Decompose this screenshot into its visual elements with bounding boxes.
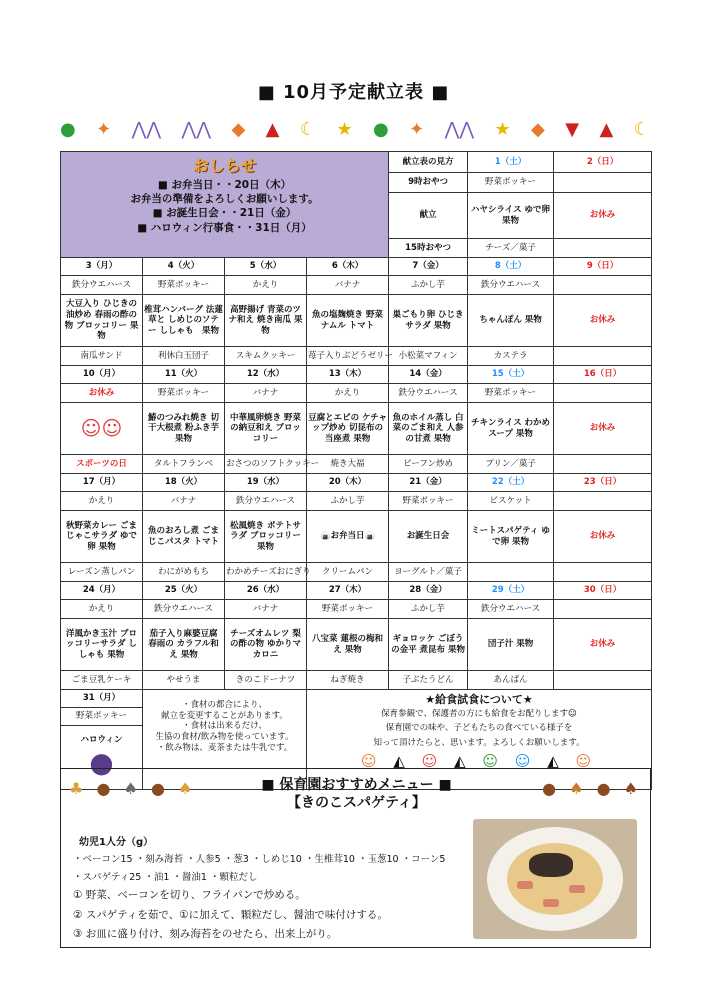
date-header: 31（月） [61, 690, 143, 708]
lunch-cell: 松風焼き ポテトサラダ ブロッコリー 果物 [225, 511, 307, 563]
legend-snack9: 9時おやつ [389, 173, 468, 193]
lunch-cell: お休み [554, 403, 652, 455]
snack-cell: バナナ [143, 492, 225, 511]
date-header: 15（土） [468, 366, 554, 384]
snack-cell [554, 384, 652, 403]
date-header: 8（土） [468, 258, 554, 276]
snack-cell [554, 492, 652, 511]
calendar-row [61, 582, 652, 600]
lunch-cell: ハヤシライス ゆで卵 果物 [468, 193, 554, 239]
snack-cell: ビーフン炒め [389, 455, 468, 474]
recipe-ingredients-1: ・ベーコン15 ・刻み海苔 ・人参5 ・葱3 ・しめじ10 ・生椎茸10 ・玉葱10 ・コーン5 [73, 854, 446, 865]
lunch-cell: 魚のおろし煮 ごまじこパスタ トマト [143, 511, 225, 563]
lunch-cell: 秋野菜カレー ごまじゃこサラダ ゆで卵 果物 [61, 511, 143, 563]
page-title: ■ 10月予定献立表 ■ [257, 82, 450, 103]
lunch-cell: 巣ごもり卵 ひじきサラダ 果物 [389, 295, 468, 347]
lunch-cell: 豆腐とエビの ケチャップ炒め 切昆布の当座煮 果物 [307, 403, 389, 455]
lunch-cell: お休み [554, 295, 652, 347]
lunch-cell: お誕生日会 [389, 511, 468, 563]
snack-cell: やせうま [143, 671, 225, 690]
snack-cell: バナナ [225, 600, 307, 619]
snack-cell: バナナ [307, 276, 389, 295]
trial-line: 知って頂けたらと、思います。よろしくお願いします。 [373, 737, 585, 748]
mushroom-icon: ● [596, 779, 615, 798]
snack-cell: 鉄分ウエハース [468, 600, 554, 619]
bat-icon: ⋀⋀ [131, 119, 162, 140]
menu-calendar [60, 151, 652, 790]
footnote-line: ・飲み物は、麦茶または牛乳です。 [156, 742, 293, 753]
calendar-row [61, 258, 652, 276]
date-header: 18（火） [143, 474, 225, 492]
snack-cell: 利休白玉団子 [143, 347, 225, 366]
mushroom-icon: ● [96, 779, 115, 798]
snack-cell: ふかし芋 [389, 276, 468, 295]
bat-icon: ⋀⋀ [444, 119, 475, 140]
snack-cell: ねぎ焼き [307, 671, 389, 690]
lunch-cell: 高野揚げ 青菜のツナ和え 焼き南瓜 果物 [225, 295, 307, 347]
child-icon: ☺ [421, 752, 444, 771]
snack-cell: チーズ／菓子 [468, 239, 554, 258]
date-header: 25（火） [143, 582, 225, 600]
snack-cell: カステラ [468, 347, 554, 366]
snack-cell: ふかし芋 [389, 600, 468, 619]
footnote-line: 献立を変更することがあります。 [161, 710, 288, 721]
legend-title: 献立表の見方 [389, 152, 468, 173]
mushroom-icon: ♠ [569, 779, 588, 798]
date-header: 4（火） [143, 258, 225, 276]
date-header: 29（土） [468, 582, 554, 600]
recipe-subtitle: 【きのこスパゲティ】 [287, 794, 426, 811]
notice-line: ■ お弁当日・・20日（木） [157, 179, 292, 191]
snack-cell: 野菜ボッキー [307, 600, 389, 619]
lunch-cell: 中華風卵焼き 野菜の納豆和え ブロッコリー [225, 403, 307, 455]
lunch-cell: 魚の塩麹焼き 野菜ナムル トマト [307, 295, 389, 347]
date-header: 21（金） [389, 474, 468, 492]
snack-cell: タルトフランベ [143, 455, 225, 474]
cat-icon: ◆ [531, 119, 545, 140]
snack-cell [554, 455, 652, 474]
lunch-cell: 茄子入り麻婆豆腐 春雨の カラフル和え 果物 [143, 619, 225, 671]
trial-line: 保育園での味や、子どもたちの食べている様子を [385, 723, 573, 734]
candy-icon: ✦ [96, 119, 112, 140]
recipe-text [73, 851, 473, 944]
snack-cell: 野菜ボッキー [143, 384, 225, 403]
snack-cell: かえり [61, 600, 143, 619]
snack-cell: 野菜ボッキー [468, 173, 554, 193]
snack-cell: スキムクッキー [225, 347, 307, 366]
pumpkin-icon: ● [372, 119, 389, 140]
notice-line: ■ お誕生日会・・21日（金） [152, 207, 297, 220]
date-header: 26（水） [225, 582, 307, 600]
footnote-line: 生協の食材/飲み物を使っています。 [155, 731, 294, 742]
calendar-row [61, 671, 652, 690]
date-header: 20（木） [307, 474, 389, 492]
calendar-row [61, 384, 652, 403]
notice-line: お弁当の準備をよろしくお願いします。 [130, 193, 319, 206]
recipe-portion: 幼児1人分（g） [79, 837, 154, 848]
snack-cell: 野菜ボッキー [143, 276, 225, 295]
snack-cell [468, 563, 554, 582]
moon-icon: ☾ [299, 119, 317, 140]
date-header: 11（火） [143, 366, 225, 384]
snack-cell: 野菜ボッキー [389, 492, 468, 511]
date-header: 30（日） [554, 582, 652, 600]
legend-snack15: 15時おやつ [389, 239, 468, 258]
date-header: 27（木） [307, 582, 389, 600]
date-header: 7（金） [389, 258, 468, 276]
date-header: 10（月） [61, 366, 143, 384]
mushroom-icon: ● [150, 779, 169, 798]
date-header: 14（金） [389, 366, 468, 384]
lunch-cell: お休み [554, 193, 652, 239]
black-cat-icon: ● [89, 746, 114, 780]
notice-line: ■ ハロウィン行事食・・31日（月） [137, 221, 312, 234]
lunch-cell: 洋風かき玉汁 ブロッコリーサラダ ししゃも 果物 [61, 619, 143, 671]
snack-cell [554, 671, 652, 690]
mushroom-icon: ♠ [178, 779, 197, 798]
snack-cell: 鉄分ウエハース [61, 276, 143, 295]
date-header: 24（月） [61, 582, 143, 600]
date-header: 2（日） [554, 152, 652, 173]
children-icon: ☺☺ [80, 416, 123, 440]
star-icon: ★ [336, 119, 353, 140]
calendar-row [61, 511, 652, 563]
calendar-row [61, 403, 652, 455]
date-header: 1（土） [468, 152, 554, 173]
date-header: 22（土） [468, 474, 554, 492]
snack-cell: あんぱん [468, 671, 554, 690]
calendar-row [61, 295, 652, 347]
cat-icon: ◆ [231, 119, 246, 140]
snack-cell: 焼き大福 [307, 455, 389, 474]
onigiri-icon: ◭ [393, 752, 411, 771]
snack-cell: おさつのソフトクッキー [225, 455, 307, 474]
date-header: 13（木） [307, 366, 389, 384]
star-icon: ★ [494, 119, 511, 140]
snack-cell: クリームパン [307, 563, 389, 582]
child-icon: ☺ [575, 752, 598, 771]
halloween-label: ハロウィン [80, 734, 123, 745]
snack-cell: バナナ [225, 384, 307, 403]
date-header: 5（水） [225, 258, 307, 276]
snack-cell: 小松菜マフィン [389, 347, 468, 366]
snack-cell: 子ぶたうどん [389, 671, 468, 690]
snack-cell: ビスケット [468, 492, 554, 511]
snack-cell: かえり [225, 276, 307, 295]
snack-cell: わにがめもち [143, 563, 225, 582]
snack-cell: 鉄分ウエハース [143, 600, 225, 619]
calendar-row [61, 152, 652, 173]
recipe-title: ■ 保育園おすすめメニュー ■ [261, 777, 452, 793]
date-header: 28（金） [389, 582, 468, 600]
calendar-row [61, 455, 652, 474]
snack-cell: プリン／菓子 [468, 455, 554, 474]
calendar-row [61, 492, 652, 511]
date-header: 6（木） [307, 258, 389, 276]
trial-title: ★給食試食について★ [425, 693, 533, 706]
date-header: 12（水） [225, 366, 307, 384]
sports-illustration [61, 403, 143, 455]
onigiri-icon: ◭ [454, 752, 472, 771]
snack-cell: 野菜ボッキー [61, 708, 143, 726]
calendar-row [61, 690, 652, 708]
snack-cell [554, 239, 652, 258]
lunch-cell: 椎茸ハンバーグ 法蓮草と しめじのソテー ししゃも 果物 [143, 295, 225, 347]
witch-icon: ▲ [265, 119, 280, 140]
calendar-row [61, 366, 652, 384]
recipe-step-1: ① 野菜、ベーコンを切り、フライパンで炒める。 [73, 889, 306, 902]
lunch-cell: ちゃんぽん 果物 [468, 295, 554, 347]
calendar-row [61, 474, 652, 492]
recipe-ingredients-2: ・スパゲティ25 ・油1 ・醤油1 ・顆粒だし [73, 871, 258, 883]
snack-cell: かえり [61, 492, 143, 511]
child-icon: ☺ [360, 752, 383, 771]
snack-cell: 苺子入りぶどうゼリー [307, 347, 389, 366]
child-icon: ☺ [514, 752, 537, 771]
trial-line: 保育参観で、保護者の方にも給食をお配りします☺ [381, 708, 577, 719]
halloween-decoration-strip [60, 112, 650, 148]
calendar-row [61, 563, 652, 582]
calendar-row [61, 619, 652, 671]
notice-box [61, 152, 389, 258]
snack-cell [554, 563, 652, 582]
legend-lunch: 献立 [389, 193, 468, 239]
lunch-cell: 魚のホイル蒸し 白菜のごま和え 人参の甘煮 果物 [389, 403, 468, 455]
lunch-cell: ミートスパゲティ ゆで卵 果物 [468, 511, 554, 563]
bat-icon: ⋀⋀ [181, 119, 212, 140]
lunch-cell: 鰆のつみれ焼き 切干大根煮 粉ふき芋 果物 [143, 403, 225, 455]
lunch-cell: 八宝菜 蓮根の梅和え 果物 [307, 619, 389, 671]
cupcake-icon: ▼ [565, 119, 580, 140]
date-header: 17（月） [61, 474, 143, 492]
lunch-cell: チキンライス わかめスープ 果物 [468, 403, 554, 455]
snack-cell [554, 276, 652, 295]
onigiri-icon: ◭ [547, 752, 565, 771]
snack-cell [554, 173, 652, 193]
lunch-cell: 大豆入り ひじきの油炒め 春雨の酢の物 ブロッコリー 果物 [61, 295, 143, 347]
snack-cell: かえり [307, 384, 389, 403]
mushroom-icon: ♠ [123, 779, 142, 798]
mushroom-icon: ♠ [623, 779, 642, 798]
snack-cell: 南瓜サンド [61, 347, 143, 366]
snack-cell: 鉄分ウエハース [389, 384, 468, 403]
date-header: 16（日） [554, 366, 652, 384]
notice-heading: おしらせ [192, 156, 257, 175]
holiday-name: スポーツの日 [61, 455, 143, 474]
mushroom-icon: ♣ [69, 779, 88, 798]
snack-cell [554, 347, 652, 366]
snack-cell: ごま豆乳ケーキ [61, 671, 143, 690]
snack-cell: きのこドーナツ [225, 671, 307, 690]
recipe-step-2: ② スパゲティを茹で、①に加えて、顆粒だし、醤油で味付けする。 [73, 908, 388, 921]
candy-icon: ✦ [409, 119, 425, 140]
snack-cell: ふかし芋 [307, 492, 389, 511]
holiday-cell: お休み [61, 384, 143, 403]
snack-cell [554, 600, 652, 619]
moon-icon: ☾ [633, 119, 650, 140]
calendar-row [61, 600, 652, 619]
witch-icon: ▲ [599, 119, 614, 140]
pumpkin-icon: ● [60, 119, 76, 140]
recommended-menu-box [60, 768, 651, 948]
lunch-cell: ギョロッケ ごぼうの金平 煮昆布 果物 [389, 619, 468, 671]
snack-cell: ヨーグルト／菓子 [389, 563, 468, 582]
date-header: 9（日） [554, 258, 652, 276]
calendar-row [61, 276, 652, 295]
calendar-row [61, 347, 652, 366]
recipe-step-3: ③ お皿に盛り付け、刻み海苔をのせたら、出来上がり。 [73, 927, 338, 940]
child-icon: ☺ [482, 752, 504, 771]
snack-cell: 野菜ボッキー [468, 384, 554, 403]
mushroom-icon: ● [542, 779, 561, 798]
lunch-cell: お休み [554, 619, 652, 671]
date-header: 23（日） [554, 474, 652, 492]
date-header: 3（月） [61, 258, 143, 276]
date-header: 19（水） [225, 474, 307, 492]
lunch-cell: 団子汁 果物 [468, 619, 554, 671]
lunch-cell: お休み [554, 511, 652, 563]
lunch-cell: 🍙お弁当日🍙 [307, 511, 389, 563]
lunch-cell: チーズオムレツ 梨の酢の物 ゆかりマカロニ [225, 619, 307, 671]
mushroom-spaghetti-photo [473, 819, 637, 939]
snack-cell: レーズン蒸しパン [61, 563, 143, 582]
snack-cell: 鉄分ウエハース [225, 492, 307, 511]
footnote-line: ・食材の都合により、 [181, 700, 267, 710]
snack-cell: わかめチーズおにぎり [225, 563, 307, 582]
footnote-line: ・食材は出来るだけ、 [182, 721, 267, 732]
snack-cell: 鉄分ウエハース [468, 276, 554, 295]
